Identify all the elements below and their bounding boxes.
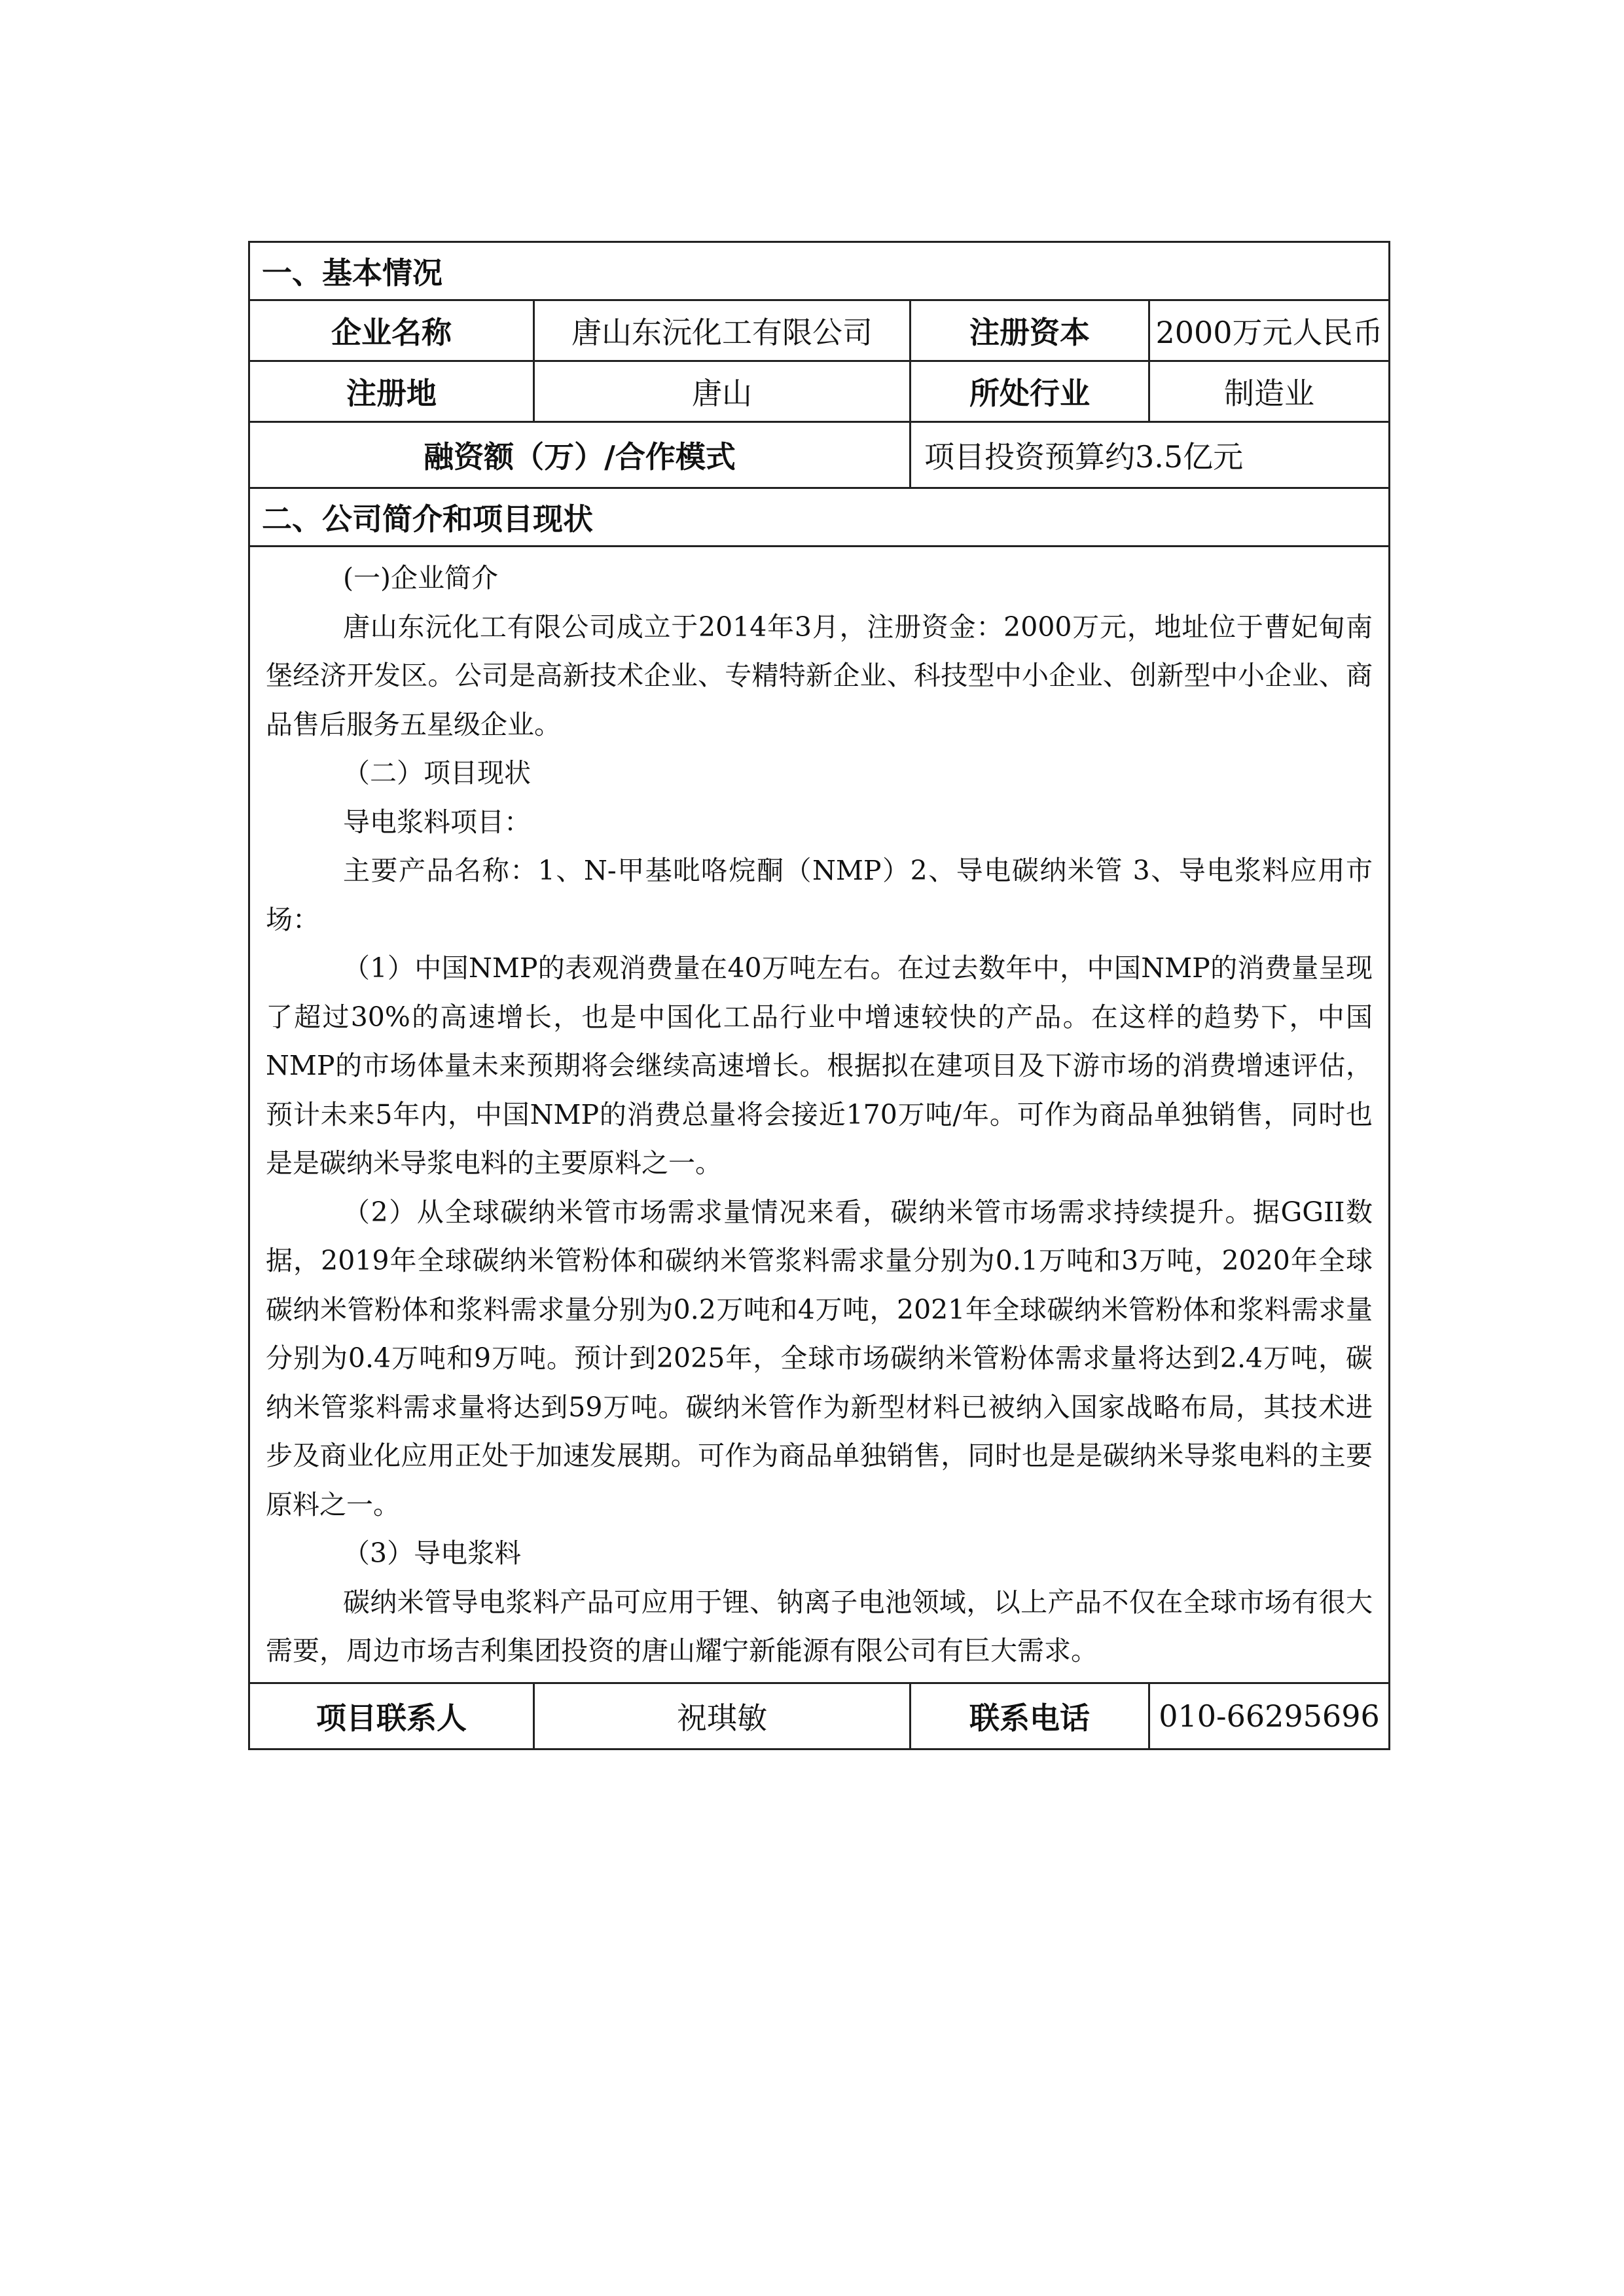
row-company [249, 300, 1390, 361]
contact-phone-value: 010-66295696 [1149, 1683, 1390, 1749]
contact-phone-label: 联系电话 [911, 1683, 1149, 1749]
registered-location-value: 唐山 [534, 361, 911, 422]
registered-capital-value: 2000万元人民币 [1149, 300, 1390, 361]
section-row-intro [249, 488, 1390, 547]
section-heading-intro: 二、公司简介和项目现状 [249, 488, 1390, 547]
company-name-value: 唐山东沅化工有限公司 [534, 300, 911, 361]
section-row-basic [249, 242, 1390, 300]
intro-paragraph-project-name: 导电浆料项目： [343, 806, 531, 838]
intro-paragraph-slurry-text: 碳纳米管导电浆料产品可应用于锂、钠离子电池领域，以上产品不仅在全球市场有很大需要，周边市场吉利集团投资的唐山耀宁新能源有限公司有巨大需求。 [266, 1586, 1373, 1666]
section-heading-basic: 一、基本情况 [249, 242, 1390, 300]
contact-person-label: 项目联系人 [249, 1683, 534, 1749]
intro-body [249, 547, 1390, 1683]
intro-paragraph-nmp: （1）中国NMP的表观消费量在40万吨左右。在过去数年中，中国NMP的消费量呈现了超过30%的高速增长，也是中国化工品行业中增速较快的产品。在这样的趋势下，中国NMP的市场体量未来预期将会继续高速增长。根据拟在建项目及下游市场的消费增速评估，预计未来5年内，中国NMP的消费总量将会接近170万吨/年。可作为商品单独销售，同时也是是碳纳米导浆电料的主要原料之一。 [266, 952, 1373, 1179]
intro-paragraph-company-text: 唐山东沅化工有限公司成立于2014年3月，注册资金：2000万元，地址位于曹妃甸南堡经济开发区。公司是高新技术企业、专精特新企业、科技型中小企业、创新型中小企业、商品售后服务五星级企业。 [266, 611, 1373, 740]
financing-value: 项目投资预算约3.5亿元 [911, 422, 1390, 488]
project-info-table [248, 241, 1390, 1750]
financing-label: 融资额（万）/合作模式 [249, 422, 911, 488]
industry-label: 所处行业 [911, 361, 1149, 422]
company-name-label: 企业名称 [249, 300, 534, 361]
registered-capital-label: 注册资本 [911, 300, 1149, 361]
intro-paragraph-company-heading: (一)企业简介 [343, 562, 498, 594]
intro-paragraph-products: 主要产品名称：1、N-甲基吡咯烷酮（NMP）2、导电碳纳米管 3、导电浆料应用市场： [266, 855, 1373, 935]
contact-person-value: 祝琪敏 [534, 1683, 911, 1749]
row-finance [249, 422, 1390, 488]
intro-paragraph-project-heading: （二）项目现状 [343, 757, 531, 789]
row-contact [249, 1683, 1390, 1749]
registered-location-label: 注册地 [249, 361, 534, 422]
intro-paragraph-slurry-heading: （3）导电浆料 [343, 1537, 522, 1569]
industry-value: 制造业 [1149, 361, 1390, 422]
row-location [249, 361, 1390, 422]
row-intro-body [249, 547, 1390, 1683]
intro-paragraph-cnt: （2）从全球碳纳米管市场需求量情况来看，碳纳米管市场需求持续提升。据GGII数据，2019年全球碳纳米管粉体和碳纳米管浆料需求量分别为0.1万吨和3万吨，2020年全球碳纳米管粉体和浆料需求量分别为0.2万吨和4万吨，2021年全球碳纳米管粉体和浆料需求量分别为0.4万吨和9万吨。预计到2025年，全球市场碳纳米管粉体需求量将达到2.4万吨，碳纳米管浆料需求量将达到59万吨。碳纳米管作为新型材料已被纳入国家战略布局，其技术进步及商业化应用正处于加速发展期。可作为商品单独销售，同时也是是碳纳米导浆电料的主要原料之一。 [266, 1196, 1373, 1520]
